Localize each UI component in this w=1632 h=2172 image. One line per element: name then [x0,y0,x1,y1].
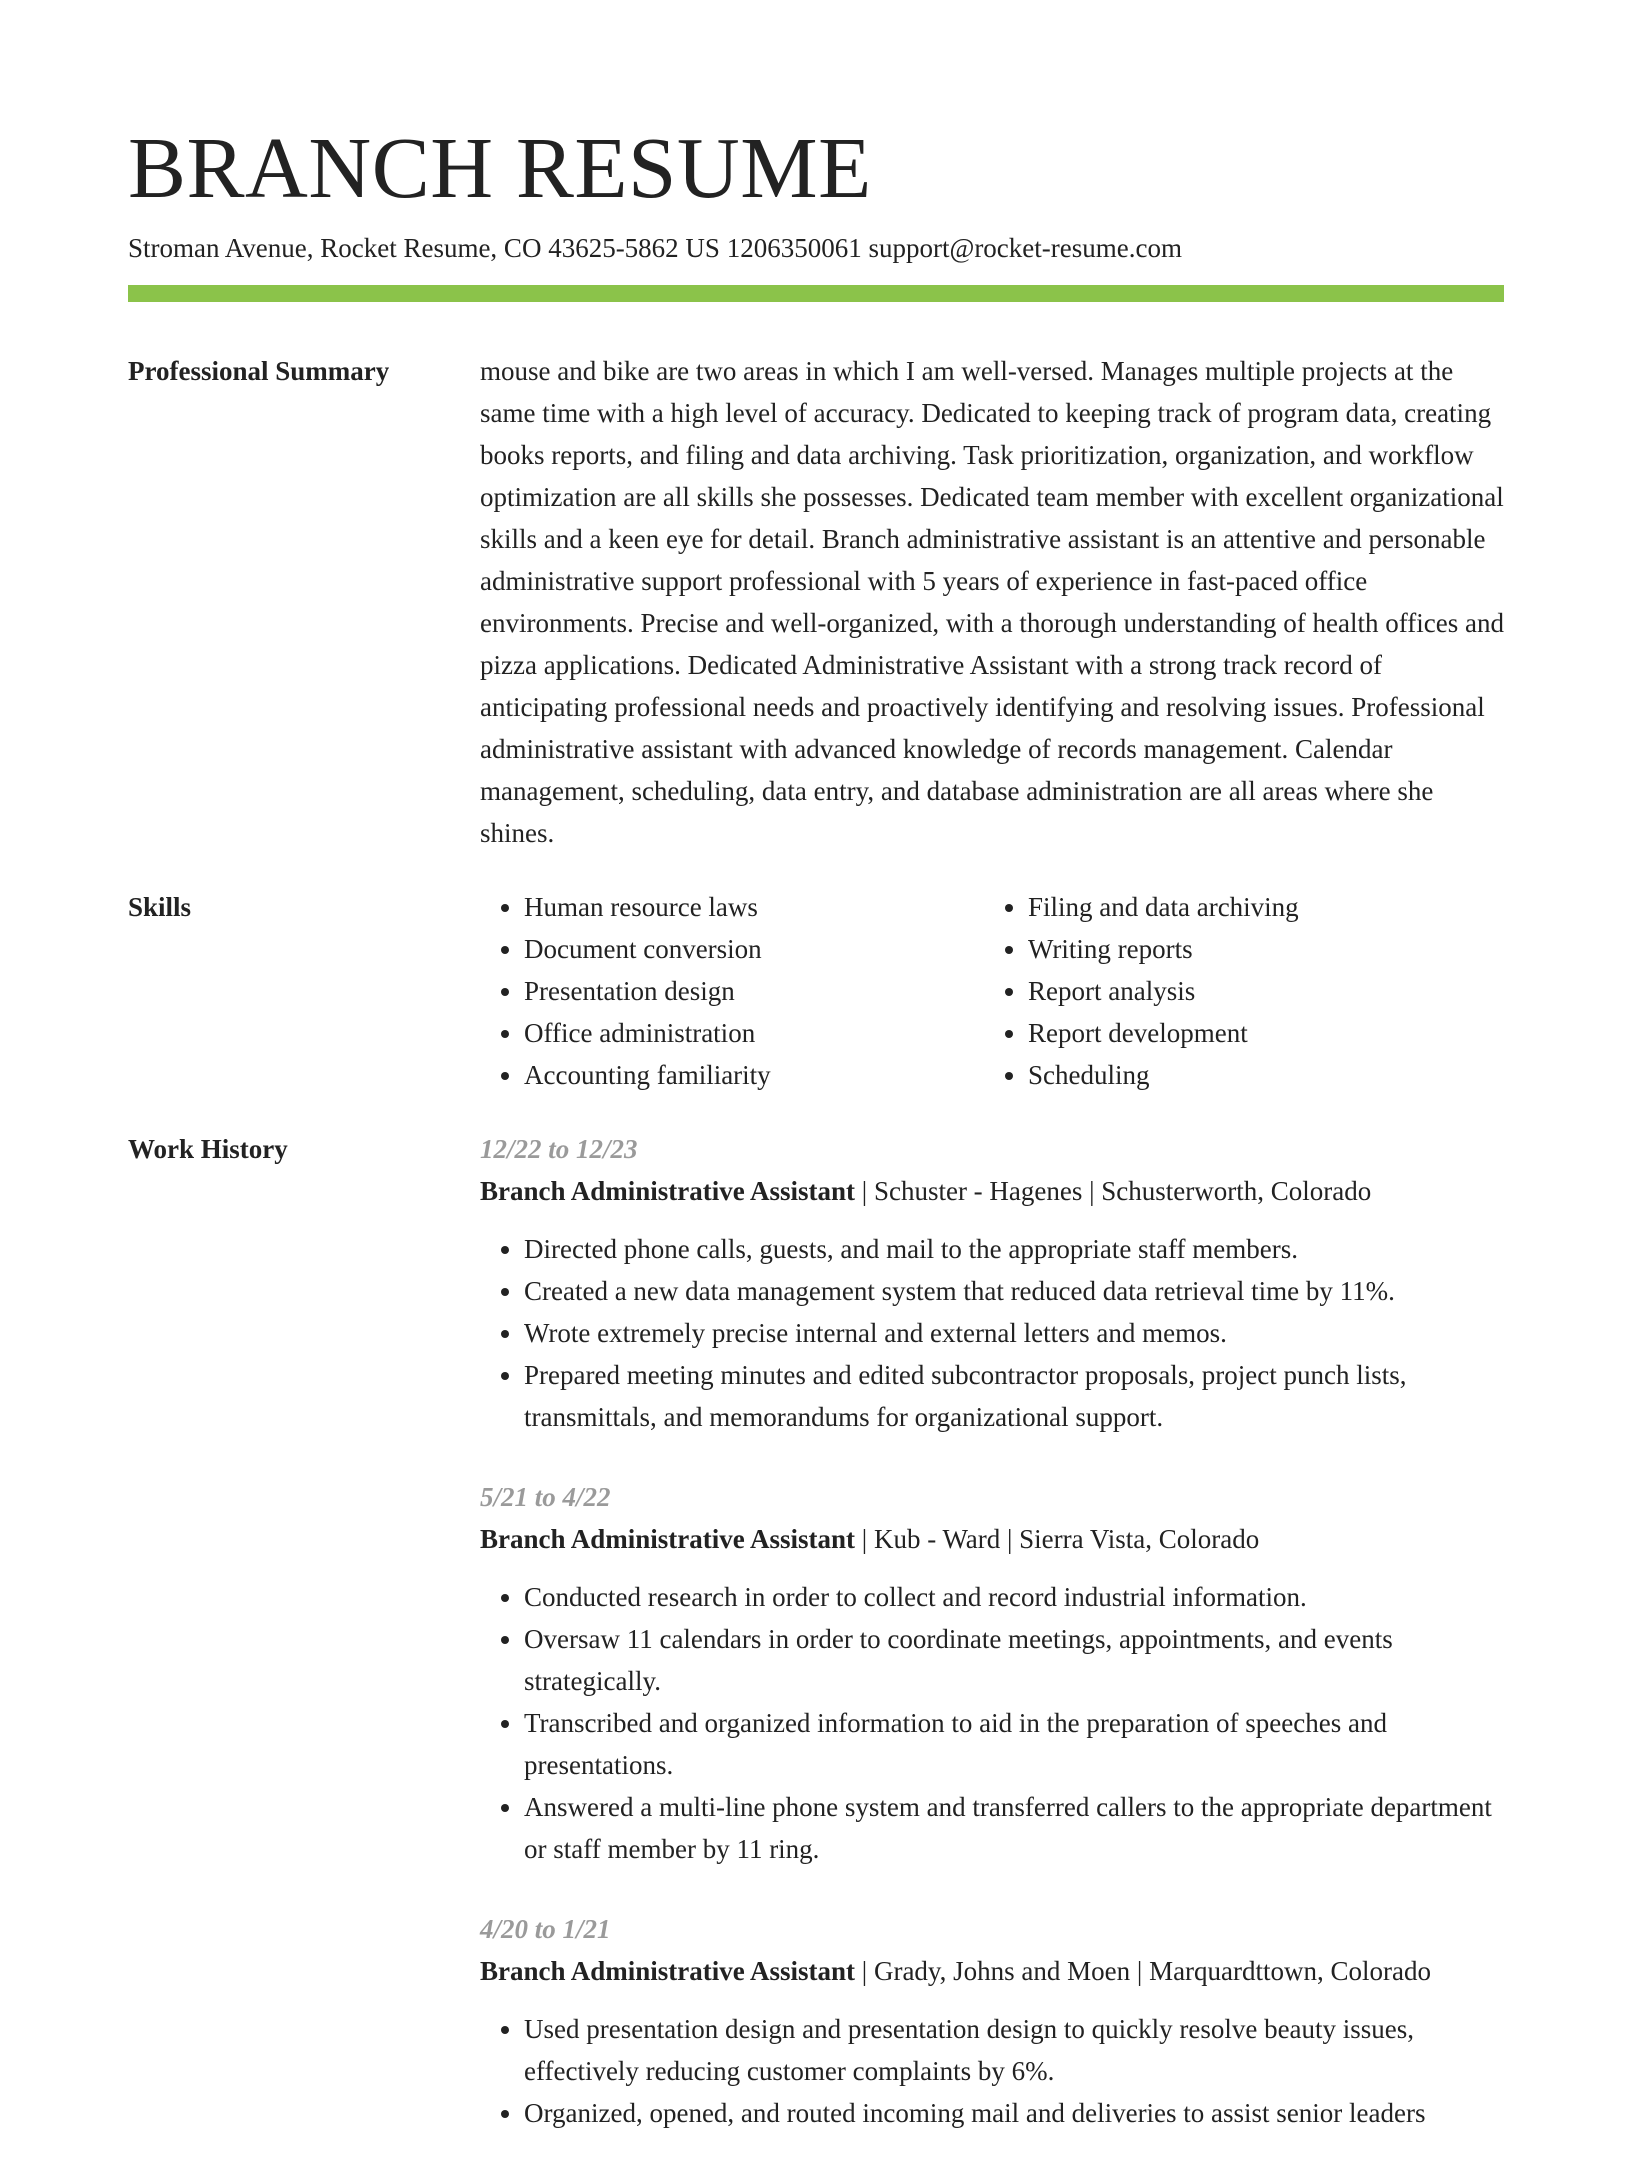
job-title-line [480,1950,1504,1992]
job-dates: 12/22 to 12/23 [480,1134,638,1164]
job-dates: 5/21 to 4/22 [480,1482,611,1512]
contact-email: support@rocket-resume.com [868,233,1182,263]
skills-body [480,886,1504,1096]
job-bullet: • Answered a multi-line phone system and transferred callers to the appropriate department or staff member by 11 ring. [524,1786,1504,1870]
job-entry [480,1908,1504,2134]
skill-item: • Human resource laws [524,886,984,928]
job-bullet-list [480,1576,1504,1870]
job-bullet: • Organized, opened, and routed incoming mail and deliveries to assist senior leaders [524,2092,1504,2134]
job-employer-location: | Grady, Johns and Moen | Marquardttown, Colorado [855,1956,1432,1986]
job-title: Branch Administrative Assistant [480,1524,856,1554]
summary-body [480,350,1504,854]
work-history-heading: Work History [128,1134,288,1164]
job-bullet: • Directed phone calls, guests, and mail to the appropriate staff members. [524,1228,1504,1270]
skills-list-right [984,886,1488,1096]
job-bullet: • Created a new data management system that reduced data retrieval time by 11%. [524,1270,1504,1312]
skill-item: • Report development [1028,1012,1488,1054]
job-title-line [480,1518,1504,1560]
skills-heading: Skills [128,892,192,922]
skill-item: • Report analysis [1028,970,1488,1012]
skill-item: • Filing and data archiving [1028,886,1488,928]
skill-item: • Presentation design [524,970,984,1012]
job-bullet-list [480,2008,1504,2134]
skill-item: • Accounting familiarity [524,1054,984,1096]
work-history-body [480,1128,1504,2172]
job-title-line [480,1170,1504,1212]
job-entry [480,1476,1504,1870]
contact-phone: 1206350061 [726,233,862,263]
job-bullet: • Conducted research in order to collect and record industrial information. [524,1576,1504,1618]
summary-heading: Professional Summary [128,356,390,386]
job-employer-location: | Kub - Ward | Sierra Vista, Colorado [855,1524,1260,1554]
job-bullet: • Wrote extremely precise internal and external letters and memos. [524,1312,1504,1354]
contact-line [128,230,1182,266]
skill-item: • Writing reports [1028,928,1488,970]
skill-item: • Office administration [524,1012,984,1054]
job-bullet: • Used presentation design and presentation design to quickly resolve beauty issues, effectively reducing customer complaints by 6%. [524,2008,1504,2092]
skill-item: • Scheduling [1028,1054,1488,1096]
resume-name: BRANCH RESUME [128,119,872,216]
skills-columns [480,886,1504,1096]
job-dates: 4/20 to 1/21 [480,1914,611,1944]
summary-text: mouse and bike are two areas in which I am well-versed. Manages multiple projects at the same time with a high level of accuracy. Dedicated to keeping track of program data, creating books reports, and filing and data archiving. Task prioritization, organization, and workflow optimization are all skills she possesses. Dedicated team member with excellent organizational skills and a keen eye for detail. Branch administrative assistant is an attentive and personable administrative support professional with 5 years of experience in fast-paced office environments. Precise and well-organized, with a thorough understanding of health offices and pizza applications. Dedicated Administrative Assistant with a strong track record of anticipating professional needs and proactively identifying and resolving issues. Professional administrative assistant with advanced knowledge of records management. Calendar management, scheduling, data entry, and database administration are all areas where she shines. [480,356,1504,848]
job-bullet: • Oversaw 11 calendars in order to coordinate meetings, appointments, and events strategically. [524,1618,1504,1702]
contact-address: Stroman Avenue, Rocket Resume, CO 43625-5862 US [128,233,720,263]
job-entry [480,1128,1504,1438]
job-bullet: • Transcribed and organized information to aid in the preparation of speeches and presentations. [524,1702,1504,1786]
job-title: Branch Administrative Assistant [480,1956,856,1986]
job-employer-location: | Schuster - Hagenes | Schusterworth, Colorado [855,1176,1372,1206]
header-divider [128,285,1504,302]
job-bullet: • Prepared meeting minutes and edited subcontractor proposals, project punch lists, transmittals, and memorandums for organizational support. [524,1354,1504,1438]
job-bullet-list [480,1228,1504,1438]
skills-list-left [480,886,984,1096]
skill-item: • Document conversion [524,928,984,970]
job-title: Branch Administrative Assistant [480,1176,856,1206]
